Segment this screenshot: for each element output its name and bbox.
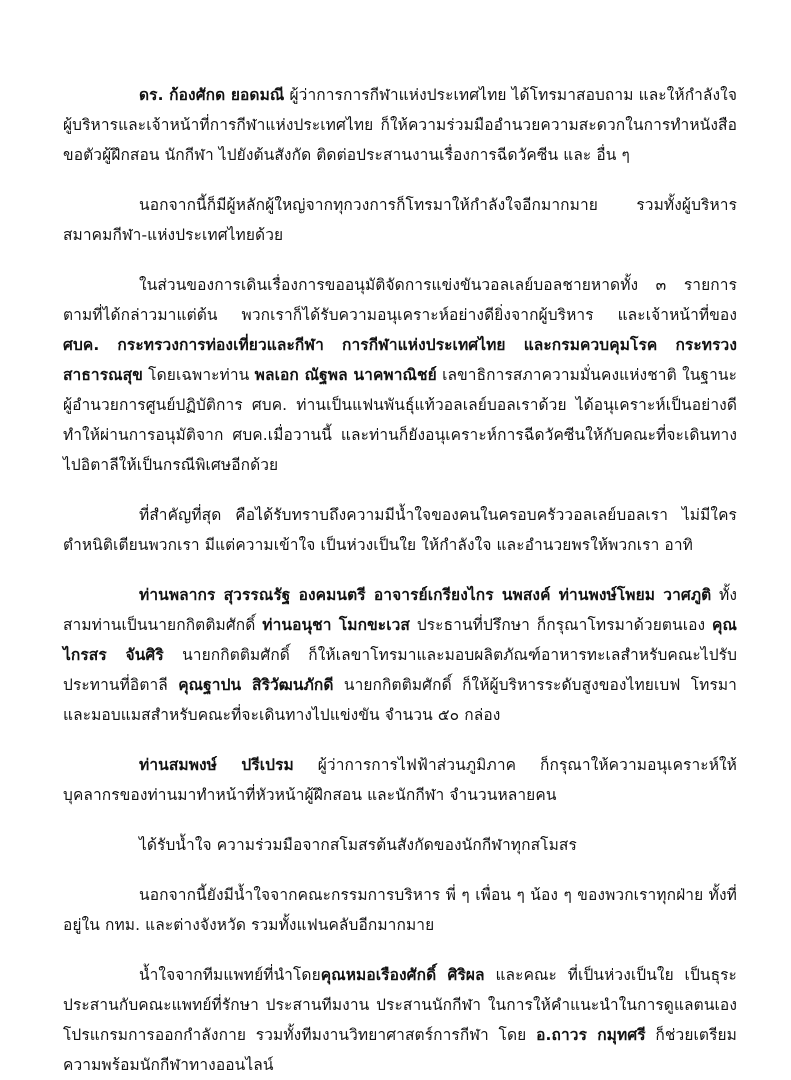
text-run: ในส่วนของการเดินเรื่องการขออนุมัติจัดการแข่งขันวอลเลย์บอลชายหาดทั้ง ๓ รายการตามที่ได้กล่าวมาแต่ต้น พวกเราก็ได้รับความอนุเคราะห์อย่างดียิ่งจากผู้บริหาร และเจ้าหน้าที่ของ: [63, 276, 737, 324]
text-run: นอกจากนี้ก็มีผู้หลักผู้ใหญ่จากทุกวงการก็โทรมาให้กำลังใจอีกมากมาย รวมทั้งผู้บริหารสมาคมกีฬา-แห่งประเทศไทยด้วย: [63, 196, 737, 244]
paragraphs: [63, 80, 737, 1080]
bold-text-run: ท่านพลากร สุวรรณรัฐ องคมนตรี อาจารย์เกรียงไกร นพสงค์ ท่านพงษ์โพยม วาศภูติ: [139, 586, 712, 604]
bold-text-run: ศบค. กระทรวงการท่องเที่ยวและกีฬา การกีฬาแห่งประเทศไทย และกรมควบคุมโรค กระทรวงสาธารณสุข: [63, 336, 737, 384]
bold-text-run: ท่านอนุชา โมกขะเวส: [262, 616, 410, 634]
text-run: ทั้งสามท่านเป็นนายกกิตติมศักดิ์: [63, 586, 738, 634]
text-run: เลขาธิการสภาความมั่นคงแห่งชาติ ในฐานะผู้อำนวยการศูนย์ปฏิบัติการ ศบค. ท่านเป็นแฟนพันธุ์แท้วอลเลย์บอลเราด้วย ได้อนุเคราะห์เป็นอย่างดี ทำให้ผ่านการอนุมัติจาก ศบค.เมื่อวานนี้ และท่านก็ยังอนุเคราะห์การฉีดวัคซีนให้กับคณะที่จะเดินทางไปอิตาลีให้เป็นกรณีพิเศษอีกด้วย: [63, 366, 738, 474]
text-run: ผู้ว่าการการไฟฟ้าส่วนภูมิภาค ก็กรุณาให้ความอนุเคราะห์ให้บุคลากรของท่านมาทำหน้าที่หัวหน้าผู้ฝึกสอน และนักกีฬา จำนวนหลายคน: [63, 756, 737, 804]
paragraph: [63, 580, 737, 730]
text-run: ประธานที่ปรึกษา ก็กรุณาโทรมาด้วยตนเอง: [410, 616, 713, 634]
text-run: ผู้ว่าการการกีฬาแห่งประเทศไทย ได้โทรมาสอบถาม และให้กำลังใจ ผู้บริหารและเจ้าหน้าที่การกีฬาแห่งประเทศไทย ก็ให้ความร่วมมืออำนวยความสะดวกในการทำหนังสือขอตัวผู้ฝึกสอน นักกีฬา ไปยังต้นสังกัด ติดต่อประสานงานเรื่องการฉีดวัคซีน และ อื่น ๆ: [63, 86, 738, 164]
paragraph: [63, 80, 737, 170]
paragraph: [63, 750, 737, 810]
paragraph: [63, 500, 737, 560]
text-run: โดยเฉพาะท่าน: [142, 366, 255, 384]
bold-text-run: คุณฐาปน สิริวัฒนภักดี: [178, 676, 334, 694]
text-run: นายกกิตติมศักดิ์ ก็ให้ผู้บริหารระดับสูงของไทยเบฟ โทรมา และมอบแมสสำหรับคณะที่จะเดินทางไปแข่งขัน จำนวน ๕๐ กล่อง: [63, 676, 737, 724]
bold-text-run: คุณไกรสร จันศิริ: [63, 616, 737, 664]
bold-text-run: ดร. ก้องศักด ยอดมณี: [139, 86, 285, 104]
paragraph: [63, 960, 737, 1080]
text-run: นายกกิตติมศักดิ์ ก็ให้เลขาโทรมาและมอบผลิตภัณฑ์อาหารทะเลสำหรับคณะไปรับประทานที่อิตาลี: [63, 646, 738, 694]
text-run: ที่สำคัญที่สุด คือได้รับทราบถึงความมีน้ำใจของคนในครอบครัววอลเลย์บอลเรา ไม่มีใครตำหนิติเตียนพวกเรา มีแต่ความเข้าใจ เป็นห่วงเป็นใย ให้กำลังใจ และอำนวยพรให้พวกเรา อาทิ: [63, 506, 737, 554]
paragraph: [63, 270, 737, 480]
paragraph: [63, 830, 737, 860]
bold-text-run: ท่านสมพงษ์ ปรีเปรม: [139, 756, 294, 774]
text-run: น้ำใจจากทีมแพทย์ที่นำโดย: [139, 966, 321, 984]
bold-text-run: คุณหมอเรืองศักดิ์ ศิริผล: [320, 966, 485, 984]
text-run: นอกจากนี้ยังมีน้ำใจจากคณะกรรมการบริหาร พี่ ๆ เพื่อน ๆ น้อง ๆ ของพวกเราทุกฝ่าย ทั้งที่อยู่ใน กทม. และต่างจังหวัด รวมทั้งแฟนคลับอีกมากมาย: [63, 886, 737, 934]
text-run: ได้รับน้ำใจ ความร่วมมือจากสโมสรต้นสังกัดของนักกีฬาทุกสโมสร: [139, 836, 577, 854]
paragraph: [63, 880, 737, 940]
bold-text-run: อ.ถาวร กมุทศรี: [536, 1026, 646, 1044]
text-run: และคณะ ที่เป็นห่วงเป็นใย เป็นธุระ ประสานกับคณะแพทย์ที่รักษา ประสานทีมงาน ประสานนักกีฬา ในการให้คำแนะนำในการดูแลตนเอง โปรแกรมการออกกำลังกาย รวมทั้งทีมงานวิทยาศาสตร์การกีฬา โดย: [63, 966, 737, 1044]
text-run: ก็ช่วยเตรียมความพร้อมนักกีฬาทางออนไลน์: [63, 1026, 738, 1074]
paragraph: [63, 190, 737, 250]
bold-text-run: พลเอก ณัฐพล นาคพาณิชย์: [254, 366, 437, 384]
